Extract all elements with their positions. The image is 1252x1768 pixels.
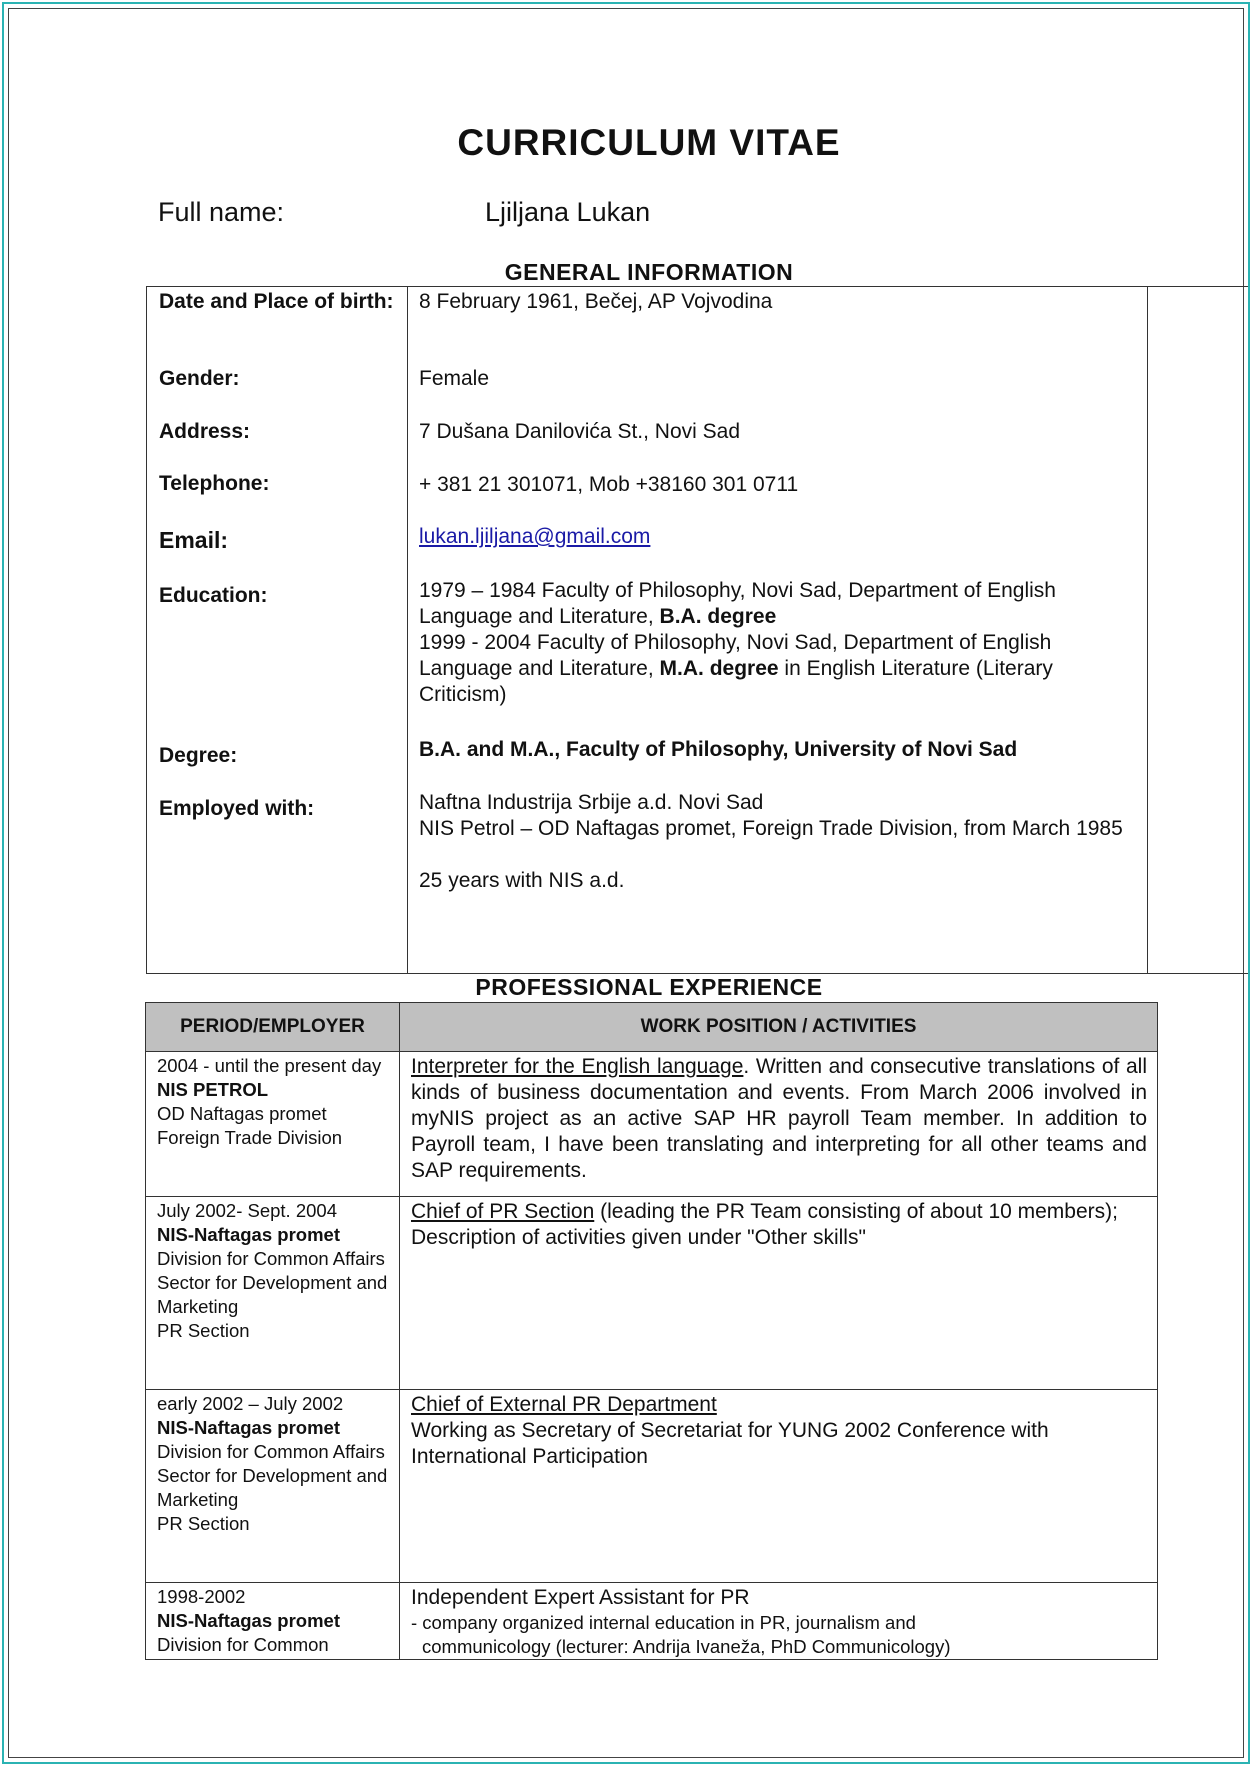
employed-line: Naftna Industrija Srbije a.d. Novi Sad [419,791,764,814]
professional-experience-table [145,1002,1158,1660]
table-header-row [146,1003,1158,1052]
position-title: Chief of PR Section [411,1200,595,1223]
activity-cell [400,1583,1158,1660]
period-cell [146,1583,400,1660]
employed-line: 25 years with NIS a.d. [419,869,625,892]
activity-cell [400,1052,1158,1197]
activity-cell [400,1197,1158,1390]
employed-label: Employed with: [159,797,315,820]
period-cell [146,1197,400,1390]
education-label: Education: [159,584,268,607]
document-title: CURRICULUM VITAE [457,122,841,163]
education-value [419,578,1141,708]
position-title: Chief of External PR Department [411,1393,717,1416]
employed-value [419,790,1141,894]
degree-value: B.A. and M.A., Faculty of Philosophy, University of Novi Sad [419,738,1018,761]
employer-name: NIS-Naftagas promet [157,1417,340,1438]
table-divider [1147,287,1148,973]
employer-name: NIS-Naftagas promet [157,1224,340,1245]
position-title: Independent Expert Assistant for PR [411,1586,750,1609]
education-entry-2-text: 1999 - 2004 Faculty of Philosophy, Novi Sad, Department of English Language and Literature, [419,631,1052,680]
position-description: . Written and consecutive translations of all kinds of business documentation and events. From March 2006 involved in myNIS project as an active SAP HR payroll Team member. In addition to Payroll team, I have been translating and interpreting for all other teams and SAP requirements. [411,1055,1147,1182]
period-cell [146,1390,400,1583]
address-label: Address: [159,420,251,443]
birth-value: 8 February 1961, Bečej, AP Vojvodina [419,290,773,313]
table-row [146,1390,1158,1583]
period-text: 2004 - until the present day [157,1055,382,1076]
employer-name: NIS PETROL [157,1079,269,1100]
gender-value: Female [419,367,490,390]
full-name-value: Ljiljana Lukan [485,197,651,227]
table-divider [407,287,408,973]
unit-line: OD Naftagas promet [157,1103,327,1124]
bullet-line: communicology (lecturer: Andrija Ivaneža, PhD Communicology) [422,1636,951,1657]
email-link[interactable]: lukan.ljiljana@gmail.com [419,525,651,548]
email-label: Email: [159,527,229,553]
work-position-header: WORK POSITION / ACTIVITIES [400,1003,1158,1052]
period-text: early 2002 – July 2002 [157,1393,344,1414]
position-extra: Working as Secretary of Secretariat for YUNG 2002 Conference with International Participation [411,1419,1049,1468]
unit-line: Division for Common Affairs [157,1248,385,1269]
unit-line: Division for Common Affairs [157,1441,385,1462]
professional-experience-heading: PROFESSIONAL EXPERIENCE [475,974,823,1000]
education-degree-1: B.A. degree [659,605,777,628]
activity-cell [400,1390,1158,1583]
unit-line: PR Section [157,1513,250,1534]
period-cell [146,1052,400,1197]
education-entry-2 [419,630,1141,708]
address-value: 7 Dušana Danilovića St., Novi Sad [419,420,740,443]
telephone-label: Telephone: [159,472,270,495]
employer-name: NIS-Naftagas promet [157,1610,340,1631]
employed-line: NIS Petrol – OD Naftagas promet, Foreign Trade Division, from March 1985 [419,817,1123,840]
unit-line: Sector for Development and Marketing [157,1272,388,1317]
bullet-line: - company organized internal education in PR, journalism and [411,1612,916,1633]
telephone-value: + 381 21 301071, Mob +38160 301 0711 [419,473,799,496]
document-page [2,2,1250,1764]
table-row [146,1583,1158,1660]
period-text: July 2002- Sept. 2004 [157,1200,337,1221]
email-value [419,524,1141,550]
unit-line: Division for Common [157,1634,329,1655]
education-entry-2-rest: in English Literature (Literary Criticism) [419,657,1053,706]
unit-line: PR Section [157,1320,250,1341]
full-name-label: Full name: [158,197,285,227]
period-employer-header: PERIOD/EMPLOYER [146,1003,400,1052]
table-row [146,1052,1158,1197]
birth-label: Date and Place of birth: [159,290,394,313]
position-extra: Description of activities given under "Other skills" [411,1226,866,1249]
education-entry-1: 1979 – 1984 Faculty of Philosophy, Novi Sad, Department of English Language and Literature, [419,579,1056,628]
position-title: Interpreter for the English language [411,1055,744,1078]
education-degree-2: M.A. degree [659,657,779,680]
gender-label: Gender: [159,367,240,390]
position-description: (leading the PR Team consisting of about 10 members); [594,1200,1118,1223]
period-text: 1998-2002 [157,1586,246,1607]
general-information-table [146,286,1250,974]
general-information-heading: GENERAL INFORMATION [504,259,794,285]
unit-line: Sector for Development and Marketing [157,1465,388,1510]
degree-label: Degree: [159,744,238,767]
table-row [146,1197,1158,1390]
unit-line: Foreign Trade Division [157,1127,343,1148]
